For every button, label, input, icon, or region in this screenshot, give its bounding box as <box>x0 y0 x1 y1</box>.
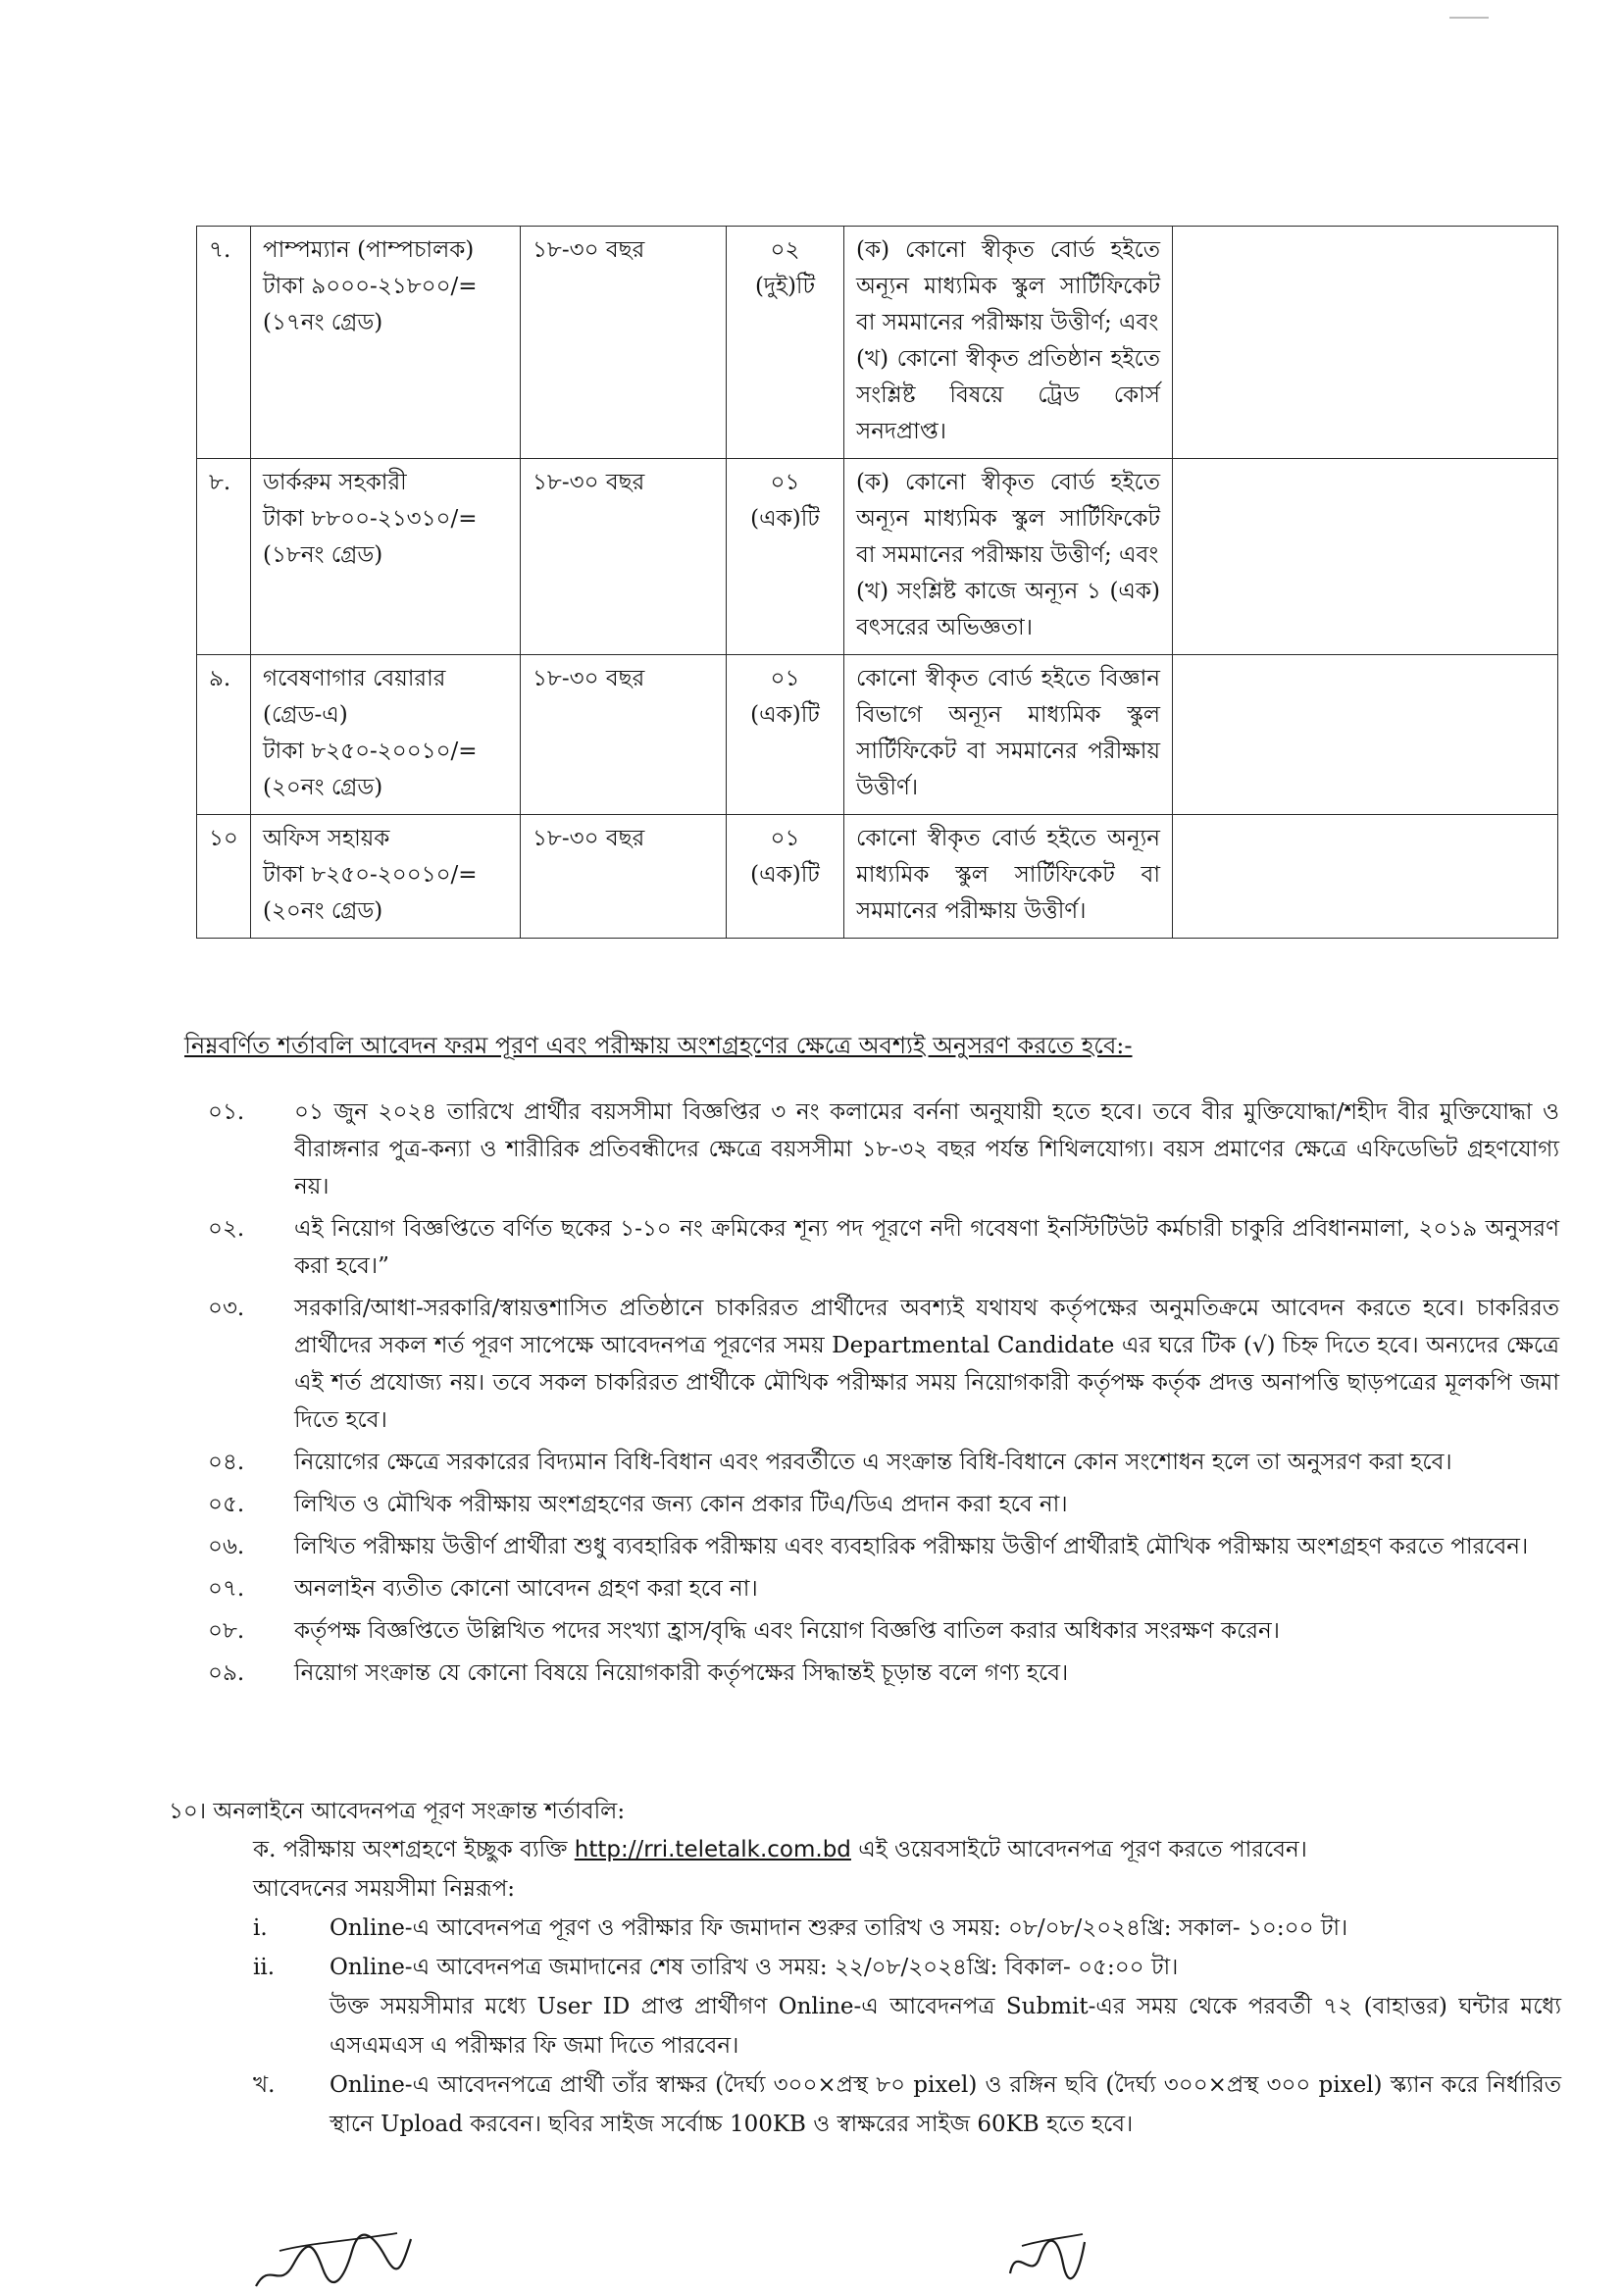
post-name: অফিস সহায়ক <box>263 826 390 851</box>
post-grade: (২০নং গ্রেড) <box>263 898 383 924</box>
count-cell: ০২ (দুই)টি <box>727 227 844 459</box>
item-number: ০৯. <box>208 1660 245 1686</box>
serial-cell: ৯. <box>197 655 251 815</box>
item-text: Online-এ আবেদনপত্র পূরণ ও পরীক্ষার ফি জমাদান শুরুর তারিখ ও সময়: ০৮/০৮/২০২৪খ্রি: সকাল- ১০:০০ টা। <box>330 1915 1348 1941</box>
application-website-link[interactable]: http://rri.teletalk.com.bd <box>574 1837 851 1862</box>
count-cell: ০১ (এক)টি <box>727 655 844 815</box>
website-line: ক. পরীক্ষায় অংশগ্রহণে ইচ্ছুক ব্যক্তি http://rri.teletalk.com.bd এই ওয়েবসাইটে আবেদনপত্র পূরণ করতে পারবেন। <box>253 1837 1307 1862</box>
post-grade: (১৮নং গ্রেড) <box>263 542 383 568</box>
age-cell: ১৮-৩০ বছর <box>521 459 727 655</box>
age-cell: ১৮-৩০ বছর <box>521 815 727 939</box>
table-row <box>197 815 1558 939</box>
list-item <box>196 1444 1559 1481</box>
list-item <box>196 1528 1559 1565</box>
item-number: ০৭. <box>208 1576 245 1602</box>
qualification-cell: (ক) কোনো স্বীকৃত বোর্ড হইতে অন্যূন মাধ্যমিক স্কুল সার্টিফিকেট বা সমমানের পরীক্ষায় উত্তীর্ণ; এবং (খ) সংশ্লিষ্ট কাজে অন্যূন ১ (এক) বৎসরের অভিজ্ঞতা। <box>844 459 1173 655</box>
item-text: এই নিয়োগ বিজ্ঞপ্তিতে বর্ণিত ছকের ১-১০ নং ক্রমিকের শূন্য পদ পূরণে নদী গবেষণা ইনস্টিটিউট কর্মচারী চাকুরি প্রবিধানমালা, ২০১৯ অনুসরণ করা হবে।” <box>294 1216 1559 1279</box>
table-row <box>197 655 1558 815</box>
item-text: ০১ জুন ২০২৪ তারিখে প্রার্থীর বয়সসীমা বিজ্ঞপ্তির ৩ নং কলামের বর্ননা অনুযায়ী হতে হবে। তবে বীর মুক্তিযোদ্ধা/শহীদ বীর মুক্তিযোদ্ধা ও বীরাঙ্গনার পুত্র-কন্যা ও শারীরিক প্রতিবন্ধীদের ক্ষেত্রে বয়সসীমা ১৮-৩২ বছর পর্যন্ত শিথিলযোগ্য। বয়স প্রমাণের ক্ষেত্রে এফিডেভিট গ্রহণযোগ্য নয়। <box>294 1099 1559 1199</box>
table-row <box>197 227 1558 459</box>
list-item <box>253 1948 1561 2065</box>
item-text: Online-এ আবেদনপত্র জমাদানের শেষ তারিখ ও সময়: ২২/০৮/২০২৪খ্রি: বিকাল- ০৫:০০ টা। <box>330 1955 1179 1980</box>
post-name: ডার্করুম সহকারী <box>263 470 407 495</box>
online-application-section <box>169 1793 1561 2144</box>
post-cell <box>251 815 521 939</box>
blank-cell <box>1173 227 1558 459</box>
conditions-list <box>196 1094 1559 1697</box>
item-text: সরকারি/আধা-সরকারি/স্বায়ত্তশাসিত প্রতিষ্ঠানে চাকরিরত প্রার্থীদের অবশ্যই যথাযথ কর্তৃপক্ষের অনুমতিক্রমে আবেদন করতে হবে। চাকরিরত প্রার্থীদের সকল শর্ত পূরণ সাপেক্ষে আবেদনপত্র পূরণের সময় Departmental Candidate এর ঘরে টিক (√) চিহ্ন দিতে হবে। অন্যদের ক্ষেত্রে এই শর্ত প্রযোজ্য নয়। তবে সকল চাকরিরত প্রার্থীকে মৌখিক পরীক্ষার সময় নিয়োগকারী কর্তৃপক্ষ কর্তৃক প্রদত্ত অনাপত্তি ছাড়পত্রের মূলকপি জমা দিতে হবে। <box>294 1296 1559 1433</box>
section-body <box>169 1830 1561 2144</box>
deadline-heading: আবেদনের সময়সীমা নিম্নরূপ: <box>253 1876 516 1902</box>
age-cell: ১৮-৩০ বছর <box>521 655 727 815</box>
item-number: ০৪. <box>208 1450 245 1475</box>
item-number: ০৫. <box>208 1492 245 1517</box>
item-number: ০৮. <box>208 1618 245 1644</box>
item-marker: i. <box>253 1915 268 1941</box>
post-salary: টাকা ৯০০০-২১৮০০/= <box>263 274 478 299</box>
job-posts-table <box>196 226 1558 939</box>
post-salary: টাকা ৮২৫০-২০০১০/= <box>263 862 478 888</box>
post-salary: টাকা ৮২৫০-২০০১০/= <box>263 739 478 764</box>
signature-left <box>250 2221 417 2294</box>
serial-cell: ৮. <box>197 459 251 655</box>
item-number: ০১. <box>208 1099 245 1125</box>
post-grade: (১৭নং গ্রেড) <box>263 310 383 335</box>
list-item <box>196 1655 1559 1692</box>
item-text: অনলাইন ব্যতীত কোনো আবেদন গ্রহণ করা হবে না। <box>294 1576 758 1602</box>
item-text: লিখিত পরীক্ষায় উত্তীর্ণ প্রার্থীরা শুধু ব্যবহারিক পরীক্ষায় এবং ব্যবহারিক পরীক্ষায় উত্তীর্ণ প্রার্থীরাই মৌখিক পরীক্ষায় অংশগ্রহণ করতে পারবেন। <box>294 1534 1529 1559</box>
item-number: ০৬. <box>208 1534 245 1559</box>
post-subtitle: (গ্রেড-এ) <box>263 702 348 728</box>
count-cell: ০১ (এক)টি <box>727 815 844 939</box>
item-marker: খ. <box>253 2072 276 2098</box>
qualification-cell: কোনো স্বীকৃত বোর্ড হইতে বিজ্ঞান বিভাগে অন্যূন মাধ্যমিক স্কুল সার্টিফিকেট বা সমমানের পরীক্ষায় উত্তীর্ণ। <box>844 655 1173 815</box>
blank-cell <box>1173 815 1558 939</box>
post-cell <box>251 227 521 459</box>
serial-cell: ৭. <box>197 227 251 459</box>
item-text: নিয়োগ সংক্রান্ত যে কোনো বিষয়ে নিয়োগকারী কর্তৃপক্ষের সিদ্ধান্তই চূড়ান্ত বলে গণ্য হবে। <box>294 1660 1069 1686</box>
qualification-cell: (ক) কোনো স্বীকৃত বোর্ড হইতে অন্যূন মাধ্যমিক স্কুল সার্টিফিকেট বা সমমানের পরীক্ষায় উত্তীর্ণ; এবং (খ) কোনো স্বীকৃত প্রতিষ্ঠান হইতে সংশ্লিষ্ট বিষয়ে ট্রেড কোর্স সনদপ্রাপ্ত। <box>844 227 1173 459</box>
item-text: Online-এ আবেদনপত্রে প্রার্থী তাঁর স্বাক্ষর (দৈর্ঘ্য ৩০০×প্রস্থ ৮০ pixel) ও রঙ্গিন ছবি (দৈর্ঘ্য ৩০০×প্রস্থ ৩০০ pixel) স্ক্যান করে নির্ধারিত স্থানে Upload করবেন। ছবির সাইজ সর্বোচ্চ 100KB ও স্বাক্ষরের সাইজ 60KB হতে হবে। <box>330 2072 1561 2137</box>
post-cell <box>251 655 521 815</box>
conditions-heading: নিম্নবর্ণিত শর্তাবলি আবেদন ফরম পূরণ এবং পরীক্ষায় অংশগ্রহণের ক্ষেত্রে অবশ্যই অনুসরণ করতে হবে:- <box>184 1032 1133 1059</box>
blank-cell <box>1173 655 1558 815</box>
list-item <box>196 1570 1559 1607</box>
section-heading: ১০। অনলাইনে আবেদনপত্র পূরণ সংক্রান্ত শর্তাবলি: <box>169 1799 626 1824</box>
table-row <box>197 459 1558 655</box>
serial-cell: ১০ <box>197 815 251 939</box>
list-item <box>196 1210 1559 1285</box>
schedule-note: উক্ত সময়সীমার মধ্যে User ID প্রাপ্ত প্রার্থীগণ Online-এ আবেদনপত্র Submit-এর সময় থেকে পরবর্তী ৭২ (বাহাত্তর) ঘন্টার মধ্যে এসএমএস এ পরীক্ষার ফি জমা দিতে পারবেন। <box>330 1994 1561 2059</box>
post-name: গবেষণাগার বেয়ারার <box>263 666 446 691</box>
post-grade: (২০নং গ্রেড) <box>263 775 383 800</box>
list-item <box>196 1486 1559 1523</box>
item-number: ০২. <box>208 1216 245 1242</box>
qualification-cell: কোনো স্বীকৃত বোর্ড হইতে অন্যূন মাধ্যমিক স্কুল সার্টিফিকেট বা সমমানের পরীক্ষায় উত্তীর্ণ। <box>844 815 1173 939</box>
list-item <box>196 1612 1559 1650</box>
post-cell <box>251 459 521 655</box>
count-cell: ০১ (এক)টি <box>727 459 844 655</box>
item-text: কর্তৃপক্ষ বিজ্ঞপ্তিতে উল্লিখিত পদের সংখ্যা হ্রাস/বৃদ্ধি এবং নিয়োগ বিজ্ঞপ্তি বাতিল করার অধিকার সংরক্ষণ করেন। <box>294 1618 1280 1644</box>
list-item <box>253 1909 1561 1948</box>
scan-mark <box>1449 16 1489 20</box>
list-item <box>196 1094 1559 1205</box>
list-item <box>196 1290 1559 1439</box>
item-text: নিয়োগের ক্ষেত্রে সরকারের বিদ্যমান বিধি-বিধান এবং পরবর্তীতে এ সংক্রান্ত বিধি-বিধানে কোন সংশোধন হলে তা অনুসরণ করা হবে। <box>294 1450 1452 1475</box>
post-salary: টাকা ৮৮০০-২১৩১০/= <box>263 506 478 532</box>
age-cell: ১৮-৩০ বছর <box>521 227 727 459</box>
blank-cell <box>1173 459 1558 655</box>
list-item <box>253 2065 1561 2144</box>
signature-right <box>1002 2224 1091 2289</box>
item-number: ০৩. <box>208 1296 245 1321</box>
item-marker: ii. <box>253 1955 276 1980</box>
item-text: লিখিত ও মৌখিক পরীক্ষায় অংশগ্রহণের জন্য কোন প্রকার টিএ/ডিএ প্রদান করা হবে না। <box>294 1492 1068 1517</box>
post-name: পাম্পম্যান (পাম্পচালক) <box>263 237 475 263</box>
